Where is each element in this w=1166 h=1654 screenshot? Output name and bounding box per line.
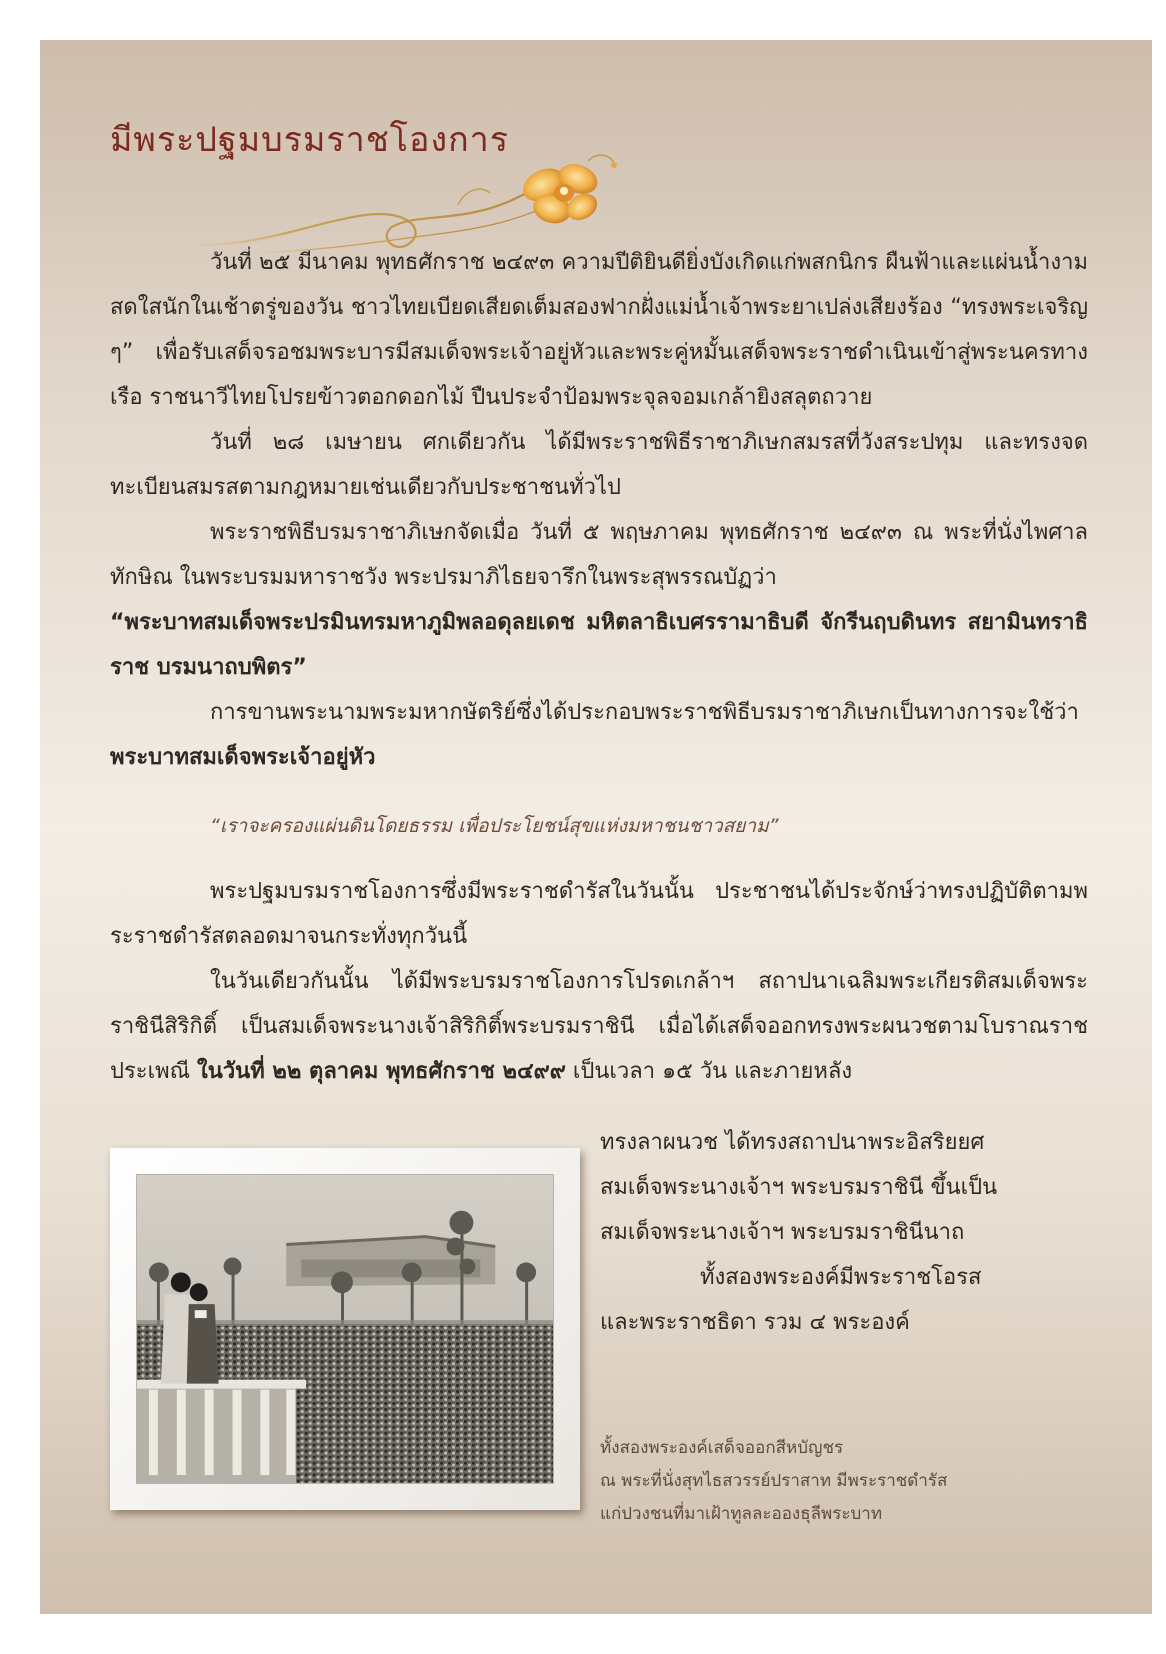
paragraph-arrival: วันที่ ๒๕ มีนาคม พุทธศักราช ๒๔๙๓ ความปีติยินดียิ่งบังเกิดแก่พสกนิกร ผืนฟ้าและแผ่นน้ำงามสดใสนักในเช้าตรู่ของวัน ชาวไทยเบียดเสียดเต็มสองฟากฝั่งแม่น้ำเจ้าพระยาเปล่งเสียงร้อง “ทรงพระเจริญ ๆ” เพื่อรับเสด็จรอชมพระบารมีสมเด็จพระเจ้าอยู่หัวและพระคู่หมั้นเสด็จพระราชดำเนินเข้าสู่พระนครทางเรือ ราชนาวีไทยโปรยข้าวตอกดอกไม้ ปืนประจำป้อมพระจุลจอมเกล้ายิงสลุตถวาย [110, 250, 1088, 410]
naming-bold: พระบาทสมเด็จพระเจ้าอยู่หัว [110, 745, 376, 770]
royal-title: “พระบาทสมเด็จพระปรมินทรมหาภูมิพลอดุลยเดช มหิตลาธิเบศรรามาธิบดี จักรีนฤบดินทร สยามินทราธิราช บรมนาถบพิตร” [110, 610, 1088, 680]
photo-frame [110, 1148, 580, 1510]
naming-text: การขานพระนามพระมหากษัตริย์ซึ่งได้ประกอบพระราชพิธีบรมราชาภิเษกเป็นทางการจะใช้ว่า [210, 700, 1079, 725]
paragraph-naming [110, 690, 1088, 780]
right-column-text [600, 1120, 1088, 1345]
queen-date-bold: ในวันที่ ๒๒ ตุลาคม พุทธศักราช ๒๔๙๙ [197, 1059, 566, 1084]
paragraph-queen [110, 959, 1088, 1094]
right-line: และพระราชธิดา รวม ๔ พระองค์ [600, 1310, 910, 1335]
right-line: สมเด็จพระนางเจ้าฯ พระบรมราชินี ขึ้นเป็น [600, 1175, 998, 1200]
paragraph-oath: พระปฐมบรมราชโองการซึ่งมีพระราชดำรัสในวันนั้น ประชาชนได้ประจักษ์ว่าทรงปฏิบัติตามพระราชดำรัสตลอดมาจนกระทั่งทุกวันนี้ [110, 879, 1088, 949]
royal-balcony-crowd-photo-icon [136, 1174, 554, 1484]
queen-text-b: เป็นเวลา ๑๕ วัน และภายหลัง [572, 1059, 853, 1084]
page-panel [40, 40, 1152, 1614]
paragraph-wedding: วันที่ ๒๘ เมษายน ศกเดียวกัน ได้มีพระราชพิธีราชาภิเษกสมรสที่วังสระปทุม และทรงจดทะเบียนสมรสตามกฎหมายเช่นเดียวกับประชาชนทั่วไป [110, 430, 1088, 500]
queen-text-a: ในวันเดียวกันนั้น ได้มีพระบรมราชโองการโปรดเกล้าฯ สถาปนาเฉลิมพระเกียรติสมเด็จพระราชินีสิริกิติ์ เป็นสมเด็จพระนางเจ้าสิริกิติ์พระบรมราชินี เมื่อได้เสด็จออกทรงพระผนวชตามโบราณราชประเพณี [110, 969, 1088, 1084]
paragraph-coronation: พระราชพิธีบรมราชาภิเษกจัดเมื่อ วันที่ ๕ พฤษภาคม พุทธศักราช ๒๔๙๓ ณ พระที่นั่งไพศาลทักษิณ ในพระบรมมหาราชวัง พระปรมาภิไธยจารึกในพระสุพรรณบัฏว่า [110, 520, 1088, 590]
right-line-indented: ทั้งสองพระองค์มีพระราชโอรส [700, 1265, 982, 1290]
right-line: ทรงลาผนวช ได้ทรงสถาปนาพระอิสริยยศ [600, 1130, 985, 1155]
caption-line: ทั้งสองพระองค์เสด็จออกสีหบัญชร [600, 1438, 844, 1458]
right-line: สมเด็จพระนางเจ้าฯ พระบรมราชินีนาถ [600, 1220, 965, 1245]
caption-line: ณ พระที่นั่งสุทไธสวรรย์ปราสาท มีพระราชดำรัส [600, 1471, 948, 1491]
article-body [110, 240, 1088, 1094]
photo-caption [600, 1432, 1100, 1531]
caption-line: แก่ปวงชนที่มาเฝ้าทูลละอองธุลีพระบาท [600, 1504, 883, 1524]
page-title: มีพระปฐมบรมราชโองการ [110, 120, 510, 160]
royal-oath-quote: “เราจะครองแผ่นดินโดยธรรม เพื่อประโยชน์สุขแห่งมหาชนชาวสยาม” [210, 815, 779, 837]
